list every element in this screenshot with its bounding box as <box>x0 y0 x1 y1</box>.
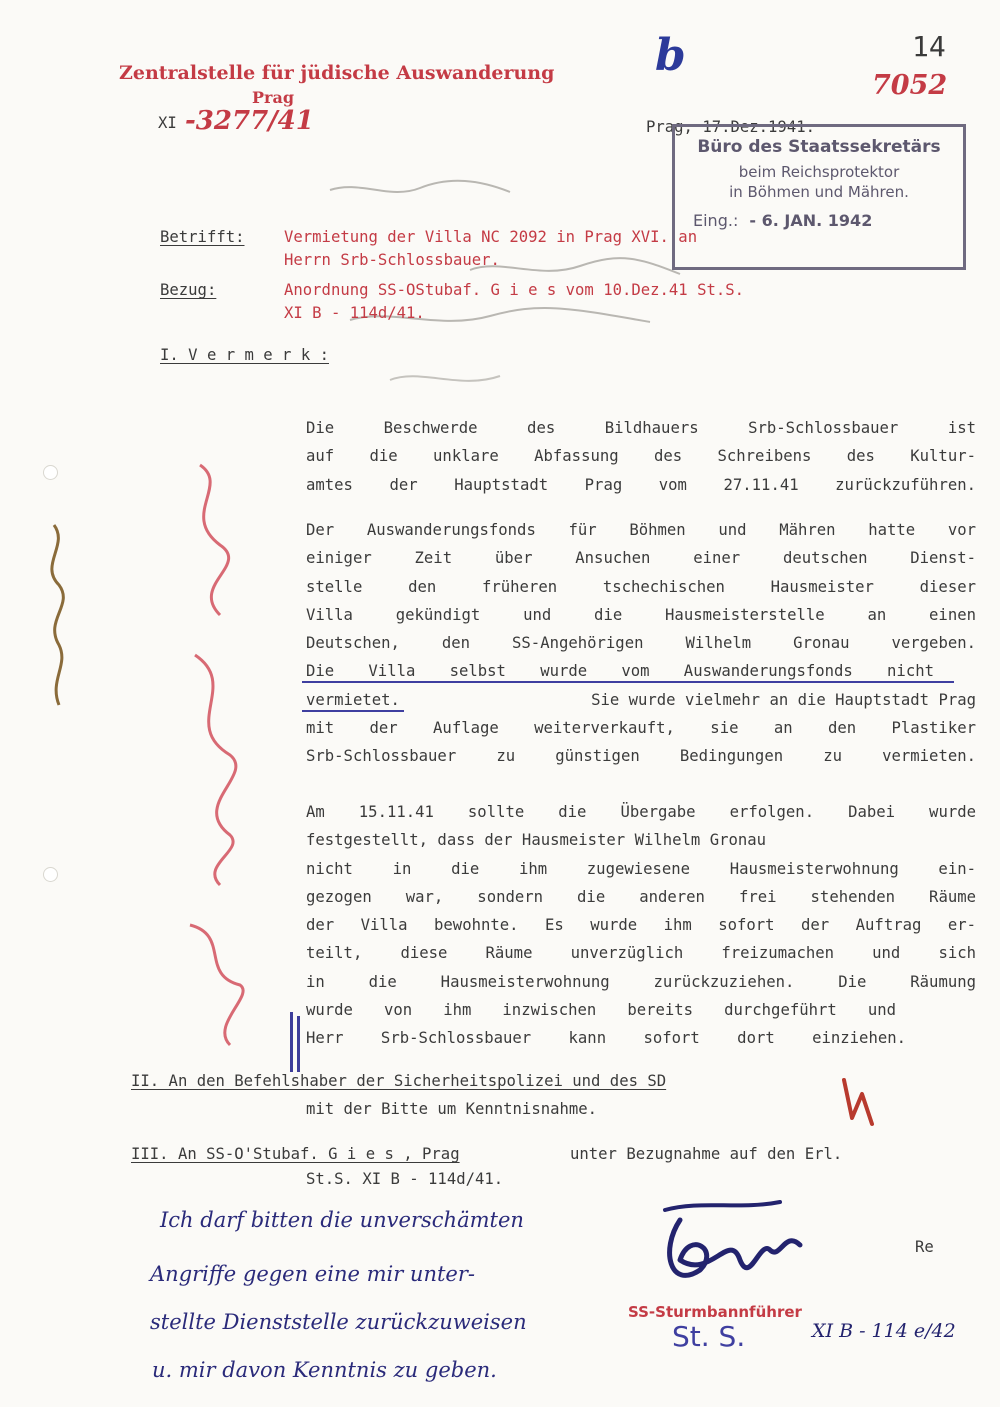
office-stamp-line1: Zentralstelle für jüdische Auswanderung <box>119 62 555 84</box>
file-ref-number: -3277/41 <box>185 106 314 136</box>
p2-line: einiger Zeit über Ansuchen einer deutschen Dienst- <box>306 549 976 568</box>
section3-line1a: III. An SS-O'Stubaf. G i e s , Prag <box>131 1145 460 1163</box>
handwritten-note-line3: stellte Dienststelle zurückzuweisen <box>150 1310 527 1334</box>
bezug-line2: XI B - 114d/41. <box>284 304 425 322</box>
p3-line: der Villa bewohnte. Es wurde ihm sofort der Auftrag er- <box>306 916 976 935</box>
p2-line-underlined <box>306 657 934 685</box>
p2-line: Der Auswanderungsfonds für Böhmen und Mähren hatte vor <box>306 521 976 539</box>
file-ref-prefix: XI <box>158 114 177 132</box>
brown-pencil-annotation <box>24 520 84 710</box>
stamp-st: St. S. <box>672 1320 746 1353</box>
p2-line: Deutschen, den SS-Angehörigen Wilhelm Gronau vergeben. <box>306 634 976 653</box>
blue-underline <box>302 710 404 712</box>
betrifft-line1: Vermietung der Villa NC 2092 in Prag XVI. an <box>284 228 698 246</box>
p3-line: gezogen war, sondern die anderen frei stehenden Räume <box>306 887 976 906</box>
betrifft-label: Betrifft: <box>160 228 245 246</box>
receipt-stamp-date-value: - 6. JAN. 1942 <box>749 211 873 230</box>
page-number: 14 <box>912 30 946 63</box>
p2-vermietet: vermietet. <box>306 690 400 709</box>
punch-hole-top <box>43 465 58 480</box>
p2-underlined-text: Die Villa selbst wurde vom Auswanderungsfonds nicht <box>306 662 934 681</box>
handwritten-note-line4: u. mir davon Kenntnis zu geben. <box>152 1358 497 1382</box>
p1-line: auf die unklare Abfassung des Schreibens des Kultur- <box>306 447 976 466</box>
receipt-stamp-line2: beim Reichsprotektor <box>738 163 900 181</box>
p2-line: Srb-Schlossbauer zu günstigen Bedingungen zu vermieten. <box>306 747 976 766</box>
red-pencil-annotation <box>160 455 270 1055</box>
handwritten-mark: b <box>655 30 686 81</box>
office-stamp-line2: Prag <box>252 88 295 107</box>
handwritten-note-line1: Ich darf bitten die unverschämten <box>160 1208 524 1232</box>
p2-underlined-word <box>306 686 400 714</box>
section2-line2: mit der Bitte um Kenntnisnahme. <box>306 1100 598 1118</box>
receipt-stamp-line3: in Böhmen und Mähren. <box>729 183 909 201</box>
paragraph-3 <box>306 798 976 1053</box>
betrifft-line2: Herrn Srb-Schlossbauer. <box>284 251 500 269</box>
p3-line: in die Hausmeisterwohnung zurückzuziehen. Die Räumung <box>306 972 976 991</box>
p3-line: festgestellt, dass der Hausmeister Wilhelm Gronau <box>306 831 767 850</box>
handwritten-note-line2: Angriffe gegen eine mir unter- <box>150 1262 475 1286</box>
blue-margin-bar-2 <box>297 1016 300 1072</box>
stamp-reference: XI B - 114 e/42 <box>812 1320 956 1342</box>
p1-line: Die Beschwerde des Bildhauers Srb-Schlossbauer ist <box>306 419 976 437</box>
section3-line1b: unter Bezugnahme auf den Erl. <box>570 1145 843 1163</box>
p2-line-mixed <box>306 686 976 714</box>
signature <box>650 1190 810 1310</box>
handwritten-number: 7052 <box>872 70 948 101</box>
p2-line: stelle den früheren tschechischen Hausmeister dieser <box>306 577 976 596</box>
blue-margin-bar-1 <box>290 1012 293 1072</box>
punch-hole-bottom <box>43 867 58 882</box>
place-date: Prag, 17.Dez.1941. <box>646 118 815 136</box>
blue-underline <box>302 681 954 683</box>
p3-line: Am 15.11.41 sollte die Übergabe erfolgen. Dabei wurde <box>306 803 976 821</box>
section2-line1: II. An den Befehlshaber der Sicherheitspolizei und des SD <box>131 1072 667 1090</box>
section1-heading: I. V e r m e r k : <box>160 346 329 364</box>
p2-line: mit der Auflage weiterverkauft, sie an den Plastiker <box>306 719 976 738</box>
section3-line2: St.S. XI B - 114d/41. <box>306 1170 504 1188</box>
bezug-line1: Anordnung SS-OStubaf. G i e s vom 10.Dez.41 St.S. <box>284 281 745 299</box>
paragraph-1 <box>306 414 976 499</box>
receipt-stamp-label: Eing.: <box>693 211 739 230</box>
typist-initials: Re <box>915 1238 934 1256</box>
p3-line: nicht in die ihm zugewiesene Hausmeisterwohnung ein- <box>306 859 976 878</box>
p3-line: Herr Srb-Schlossbauer kann sofort dort einziehen. <box>306 1029 906 1048</box>
receipt-stamp-date <box>693 211 872 230</box>
receipt-stamp-line1: Büro des Staatssekretärs <box>697 137 941 157</box>
p3-line: wurde von ihm inzwischen bereits durchgeführt und <box>306 1001 896 1020</box>
p2-continued: Sie wurde vielmehr an die Hauptstadt Prag <box>591 690 976 709</box>
red-check-mark <box>838 1074 878 1134</box>
rank-stamp: SS-Sturmbannführer <box>628 1303 802 1321</box>
p3-line: teilt, diese Räume unverzüglich freizumachen und sich <box>306 944 976 963</box>
p1-line: amtes der Hauptstadt Prag vom 27.11.41 zurückzuführen. <box>306 475 976 494</box>
p2-line: Villa gekündigt und die Hausmeisterstelle an einen <box>306 605 976 624</box>
receipt-stamp <box>672 124 966 270</box>
bezug-label: Bezug: <box>160 281 217 299</box>
paragraph-2 <box>306 516 976 771</box>
